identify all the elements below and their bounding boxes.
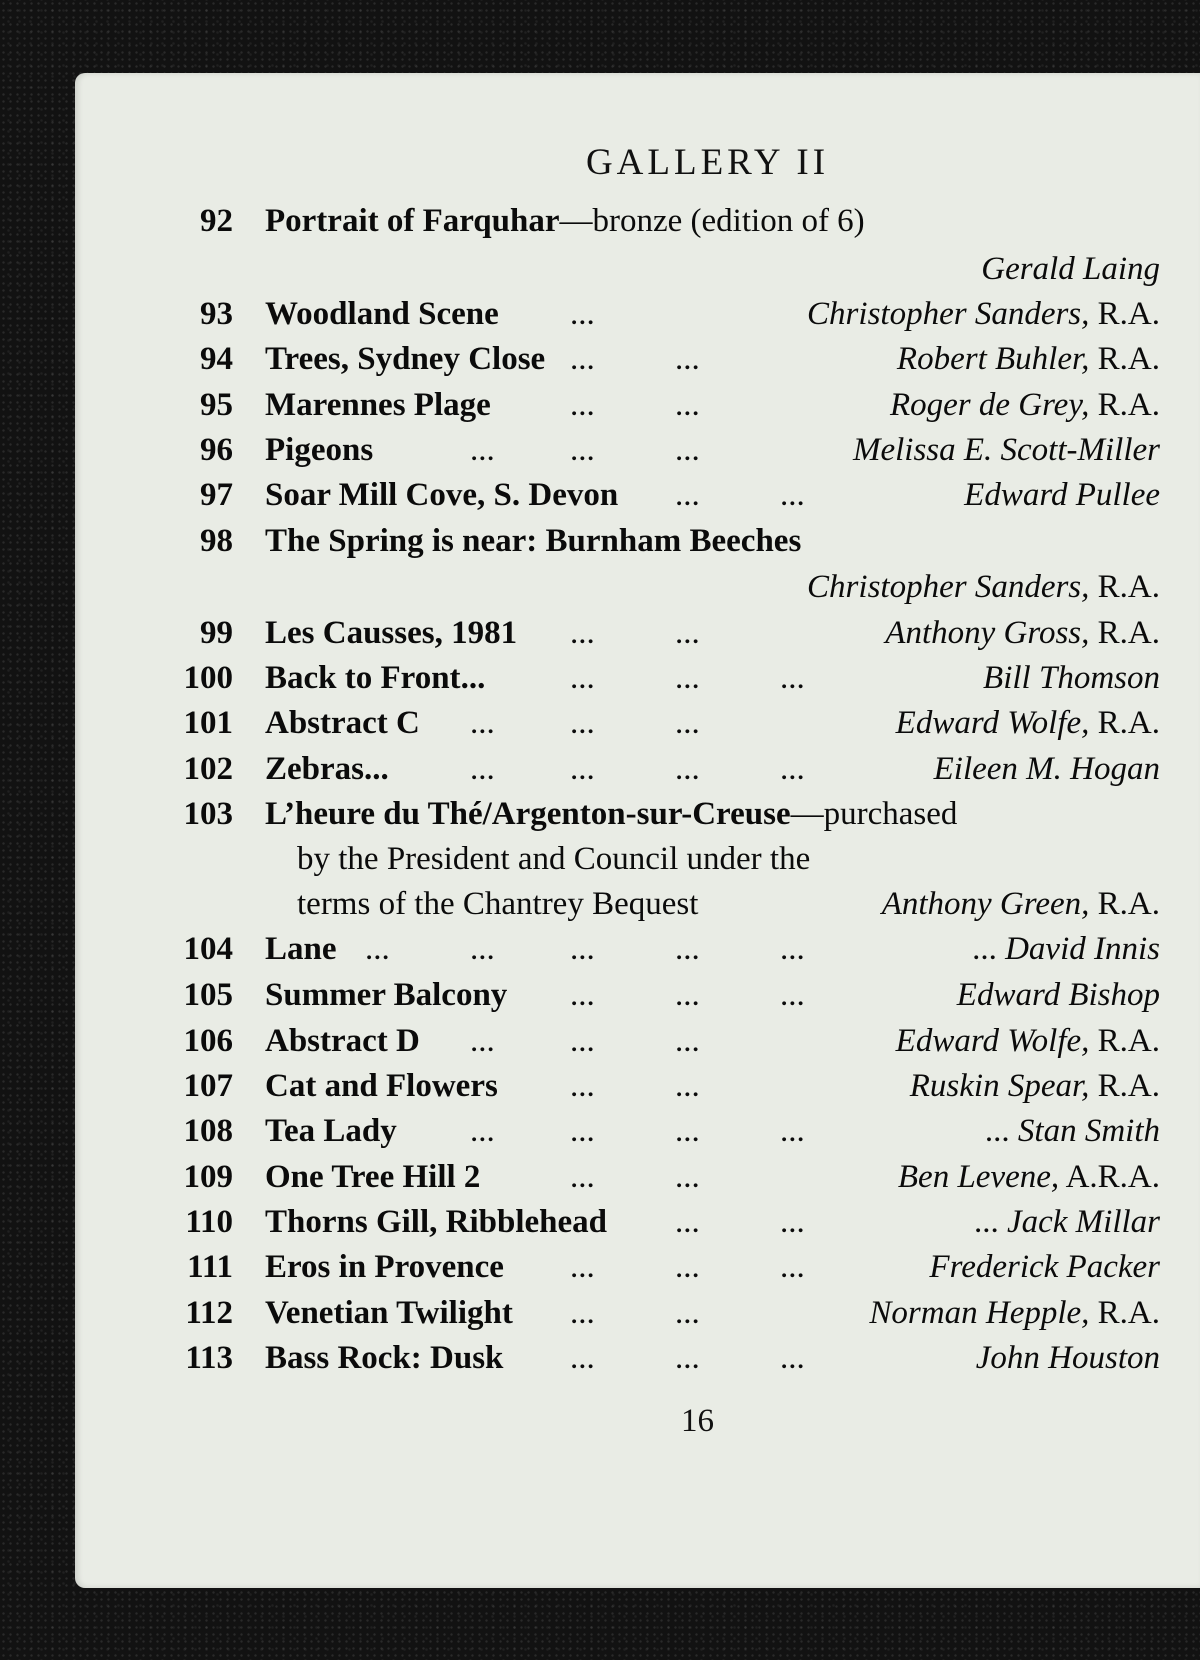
leader-dots: ...	[675, 341, 700, 377]
entry-number: 106	[183, 1023, 233, 1059]
entry-number: 98	[200, 523, 233, 559]
entry-title: Summer Balcony	[265, 977, 508, 1013]
leader-dots: ...	[365, 931, 390, 967]
entry-number: 104	[183, 931, 233, 967]
entry-title: One Tree Hill 2	[265, 1159, 481, 1195]
entry-row	[75, 1023, 1160, 1069]
leader-dots: ...	[570, 705, 595, 741]
leader-dots: ...	[780, 660, 805, 696]
leader-dots: ...	[570, 660, 595, 696]
leader-dots: ...	[675, 1068, 700, 1104]
entry-row	[75, 203, 1160, 249]
leader-dots: ...	[570, 977, 595, 1013]
entry-row	[75, 1295, 1160, 1341]
entry-number: 101	[183, 705, 233, 741]
leader-dots: ...	[570, 387, 595, 423]
page-title: GALLERY II	[585, 142, 830, 183]
entry-title: Back to Front...	[265, 660, 486, 696]
entry-number: 96	[200, 432, 233, 468]
entry-row	[75, 432, 1160, 478]
entry-artist: Norman Hepple, R.A.	[869, 1295, 1160, 1331]
leader-dots: ...	[570, 1340, 595, 1376]
leader-dots: ...	[675, 1023, 700, 1059]
entry-row	[75, 931, 1160, 977]
leader-dots: ...	[780, 1249, 805, 1285]
entry-title: Abstract D	[265, 1023, 420, 1059]
entry-title: Abstract C	[265, 705, 420, 741]
entry-artist: Edward Pullee	[964, 477, 1160, 513]
entry-title: The Spring is near: Burnham Beeches	[265, 523, 802, 559]
entry-row	[75, 615, 1160, 661]
entry-artist: Anthony Gross, R.A.	[885, 615, 1160, 651]
leader-dots: ...	[780, 931, 805, 967]
leader-dots: ...	[570, 931, 595, 967]
entry-title: Cat and Flowers	[265, 1068, 498, 1104]
leader-dots: ...	[780, 751, 805, 787]
entry-artist: ... Stan Smith	[984, 1113, 1160, 1149]
entry-title: Thorns Gill, Ribblehead	[265, 1204, 608, 1240]
entry-number: 94	[200, 341, 233, 377]
leader-dots: ...	[570, 751, 595, 787]
entry-row	[75, 1340, 1160, 1386]
leader-dots: ...	[570, 1159, 595, 1195]
entry-continuation: terms of the Chantrey Bequest Anthony Green, R.A.	[297, 886, 1160, 922]
leader-dots: ...	[780, 477, 805, 513]
entry-artist: Roger de Grey, R.A.	[889, 387, 1160, 423]
leader-dots: ...	[780, 977, 805, 1013]
leader-dots: ...	[570, 432, 595, 468]
leader-dots: ...	[470, 705, 495, 741]
entry-number: 93	[200, 296, 233, 332]
entry-title: Lane	[265, 931, 337, 967]
entry-row	[75, 477, 1160, 523]
entry-row	[75, 523, 1160, 569]
entry-row	[75, 296, 1160, 342]
leader-dots: ...	[470, 751, 495, 787]
entry-row	[75, 705, 1160, 751]
entry-title: Marennes Plage	[265, 387, 491, 423]
leader-dots: ...	[570, 1295, 595, 1331]
entry-row	[75, 387, 1160, 433]
entry-artist: Eileen M. Hogan	[933, 751, 1160, 787]
leader-dots: ...	[675, 387, 700, 423]
entry-number: 97	[200, 477, 233, 513]
entry-number: 100	[183, 660, 233, 696]
entry-row	[75, 1113, 1160, 1159]
leader-dots: ...	[675, 432, 700, 468]
entry-artist: Frederick Packer	[929, 1249, 1160, 1285]
entry-number: 108	[183, 1113, 233, 1149]
entry-row	[75, 1249, 1160, 1295]
leader-dots: ...	[675, 751, 700, 787]
entry-row	[75, 341, 1160, 387]
leader-dots: ...	[780, 1204, 805, 1240]
entry-title: Pigeons	[265, 432, 374, 468]
entry-row	[75, 1159, 1160, 1205]
entry-number: 109	[183, 1159, 233, 1195]
leader-dots: ...	[675, 977, 700, 1013]
entry-artist: Christopher Sanders, R.A.	[807, 296, 1160, 332]
entry-title: L’heure du Thé/Argenton-sur-Creuse—purchased	[265, 796, 958, 832]
entry-number: 103	[183, 796, 233, 832]
entry-title: Trees, Sydney Close	[265, 341, 546, 377]
entry-artist: ... Jack Millar	[973, 1204, 1160, 1240]
leader-dots: ...	[570, 1023, 595, 1059]
leader-dots: ...	[470, 432, 495, 468]
entry-artist: Ben Levene, A.R.A.	[897, 1159, 1160, 1195]
leader-dots: ...	[570, 296, 595, 332]
entry-number: 92	[200, 203, 233, 239]
leader-dots: ...	[675, 615, 700, 651]
leader-dots: ...	[675, 1295, 700, 1331]
leader-dots: ...	[470, 931, 495, 967]
entry-title: Woodland Scene	[265, 296, 499, 332]
entry-title: Venetian Twilight	[265, 1295, 513, 1331]
entry-row	[75, 977, 1160, 1023]
leader-dots: ...	[675, 931, 700, 967]
leader-dots: ...	[570, 615, 595, 651]
entry-row	[75, 1068, 1160, 1114]
entry-number: 105	[183, 977, 233, 1013]
entry-artist: Anthony Green, R.A.	[881, 886, 1160, 922]
entry-number: 95	[200, 387, 233, 423]
leader-dots: ...	[675, 1159, 700, 1195]
entry-number: 102	[183, 751, 233, 787]
leader-dots: ...	[675, 1249, 700, 1285]
entry-artist: Robert Buhler, R.A.	[896, 341, 1160, 377]
leader-dots: ...	[675, 1113, 700, 1149]
leader-dots: ...	[675, 660, 700, 696]
leader-dots: ...	[570, 341, 595, 377]
leader-dots: ...	[570, 1068, 595, 1104]
entry-title: Eros in Provence	[265, 1249, 504, 1285]
entry-artist: Edward Wolfe, R.A.	[895, 1023, 1160, 1059]
leader-dots: ...	[675, 1340, 700, 1376]
entry-number: 107	[183, 1068, 233, 1104]
show-through-mark	[1160, 1313, 1190, 1353]
entry-continuation: by the President and Council under the	[297, 841, 811, 877]
entry-title: Les Causses, 1981	[265, 615, 518, 651]
leader-dots: ...	[470, 1023, 495, 1059]
entry-artist-line	[75, 251, 1160, 297]
entry-title: Portrait of Farquhar—bronze (edition of 6)	[265, 203, 865, 239]
leader-dots: ...	[570, 1249, 595, 1285]
entry-artist: Gerald Laing	[981, 251, 1160, 287]
leader-dots: ...	[675, 477, 700, 513]
entry-row	[75, 1204, 1160, 1250]
leader-dots: ...	[570, 1113, 595, 1149]
entry-title: Tea Lady	[265, 1113, 397, 1149]
entry-artist: Ruskin Spear, R.A.	[909, 1068, 1160, 1104]
entry-artist: Melissa E. Scott-Miller	[852, 432, 1160, 468]
entry-title: Zebras...	[265, 751, 389, 787]
entry-row	[75, 751, 1160, 797]
entry-artist: Bill Thomson	[983, 660, 1160, 696]
leader-dots: ...	[675, 705, 700, 741]
entry-row	[75, 796, 1160, 842]
entry-number: 99	[200, 615, 233, 651]
leader-dots: ...	[780, 1340, 805, 1376]
entry-number: 112	[185, 1295, 233, 1331]
entry-row	[75, 660, 1160, 706]
page-number: 16	[681, 1403, 714, 1439]
leader-dots: ...	[470, 1113, 495, 1149]
entry-artist: Edward Wolfe, R.A.	[895, 705, 1160, 741]
entry-artist: John Houston	[975, 1340, 1160, 1376]
entry-artist-line	[75, 569, 1160, 615]
entry-number: 113	[185, 1340, 233, 1376]
entry-number: 111	[187, 1249, 233, 1285]
entry-artist: Christopher Sanders, R.A.	[807, 569, 1160, 605]
leader-dots: ...	[675, 1204, 700, 1240]
entry-artist: ... David Innis	[972, 931, 1160, 967]
entry-artist: Edward Bishop	[956, 977, 1160, 1013]
catalogue-page	[75, 73, 1200, 1588]
entry-number: 110	[185, 1204, 233, 1240]
entry-title: Soar Mill Cove, S. Devon	[265, 477, 619, 513]
entry-title: Bass Rock: Dusk	[265, 1340, 504, 1376]
leader-dots: ...	[780, 1113, 805, 1149]
